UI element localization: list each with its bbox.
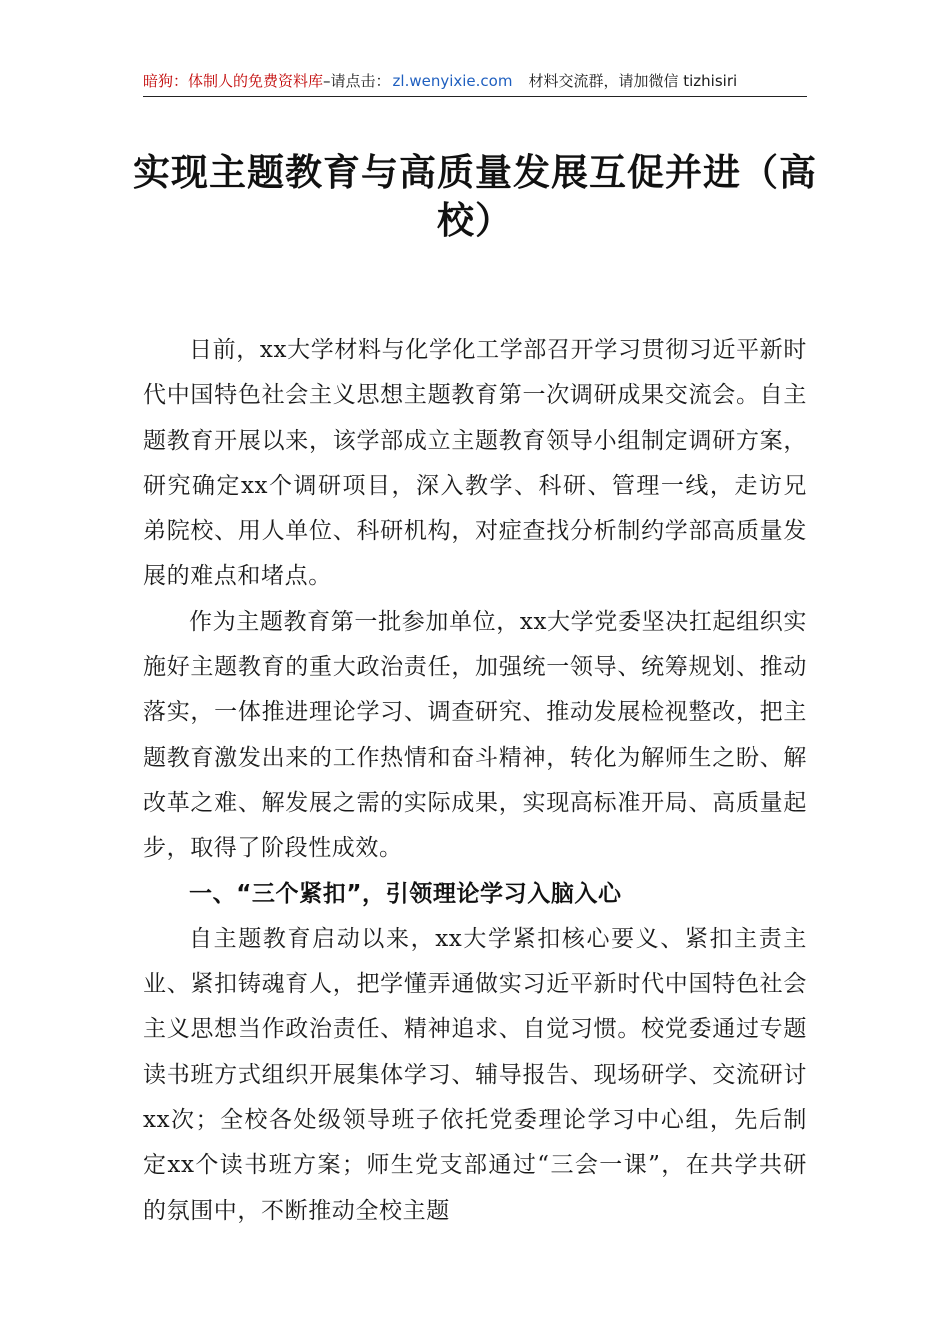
header-brand: 暗狗：体制人的免费资料库 bbox=[143, 72, 324, 90]
section-heading: 一、“三个紧扣”，引领理论学习入脑入心 bbox=[189, 880, 622, 907]
title-line-1: 实现主题教育与高质量发展互促并进（高 bbox=[133, 150, 817, 194]
paragraph-1: 日前，xx大学材料与化学化工学部召开学习贯彻习近平新时代中国特色社会主义思想主题教育第一次调研成果交流会。自主题教育开展以来，该学部成立主题教育领导小组制定调研方案，研究确定xx个调研项目，深入教学、科研、管理一线，走访兄弟院校、用人单位、科研机构，对症查找分析制约学部高质量发展的难点和堵点。 bbox=[143, 337, 807, 590]
document-body bbox=[143, 328, 807, 1234]
page-header bbox=[143, 66, 807, 97]
title-line-2: 校） bbox=[437, 198, 513, 242]
header-link[interactable]: zl.wenyixie.com bbox=[392, 72, 513, 90]
paragraph-3: 自主题教育启动以来，xx大学紧扣核心要义、紧扣主责主业、紧扣铸魂育人，把学懂弄通做实习近平新时代中国特色社会主义思想当作政治责任、精神追求、自觉习惯。校党委通过专题读书班方式组织开展集体学习、辅导报告、现场研学、交流研讨xx次；全校各处级领导班子依托党委理论学习中心组，先后制定xx个读书班方案；师生党支部通过“三会一课”，在共学共研的氛围中，不断推动全校主题 bbox=[143, 925, 807, 1224]
header-dash: –请点击： bbox=[323, 72, 391, 90]
document-title bbox=[120, 148, 830, 244]
paragraph-2: 作为主题教育第一批参加单位，xx大学党委坚决扛起组织实施好主题教育的重大政治责任，加强统一领导、统筹规划、推动落实，一体推进理论学习、调查研究、推动发展检视整改，把主题教育激发出来的工作热情和奋斗精神，转化为解师生之盼、解改革之难、解发展之需的实际成果，实现高标准开局、高质量起步，取得了阶段性成效。 bbox=[143, 608, 807, 862]
header-contact: 材料交流群，请加微信 tizhisiri bbox=[528, 72, 738, 90]
